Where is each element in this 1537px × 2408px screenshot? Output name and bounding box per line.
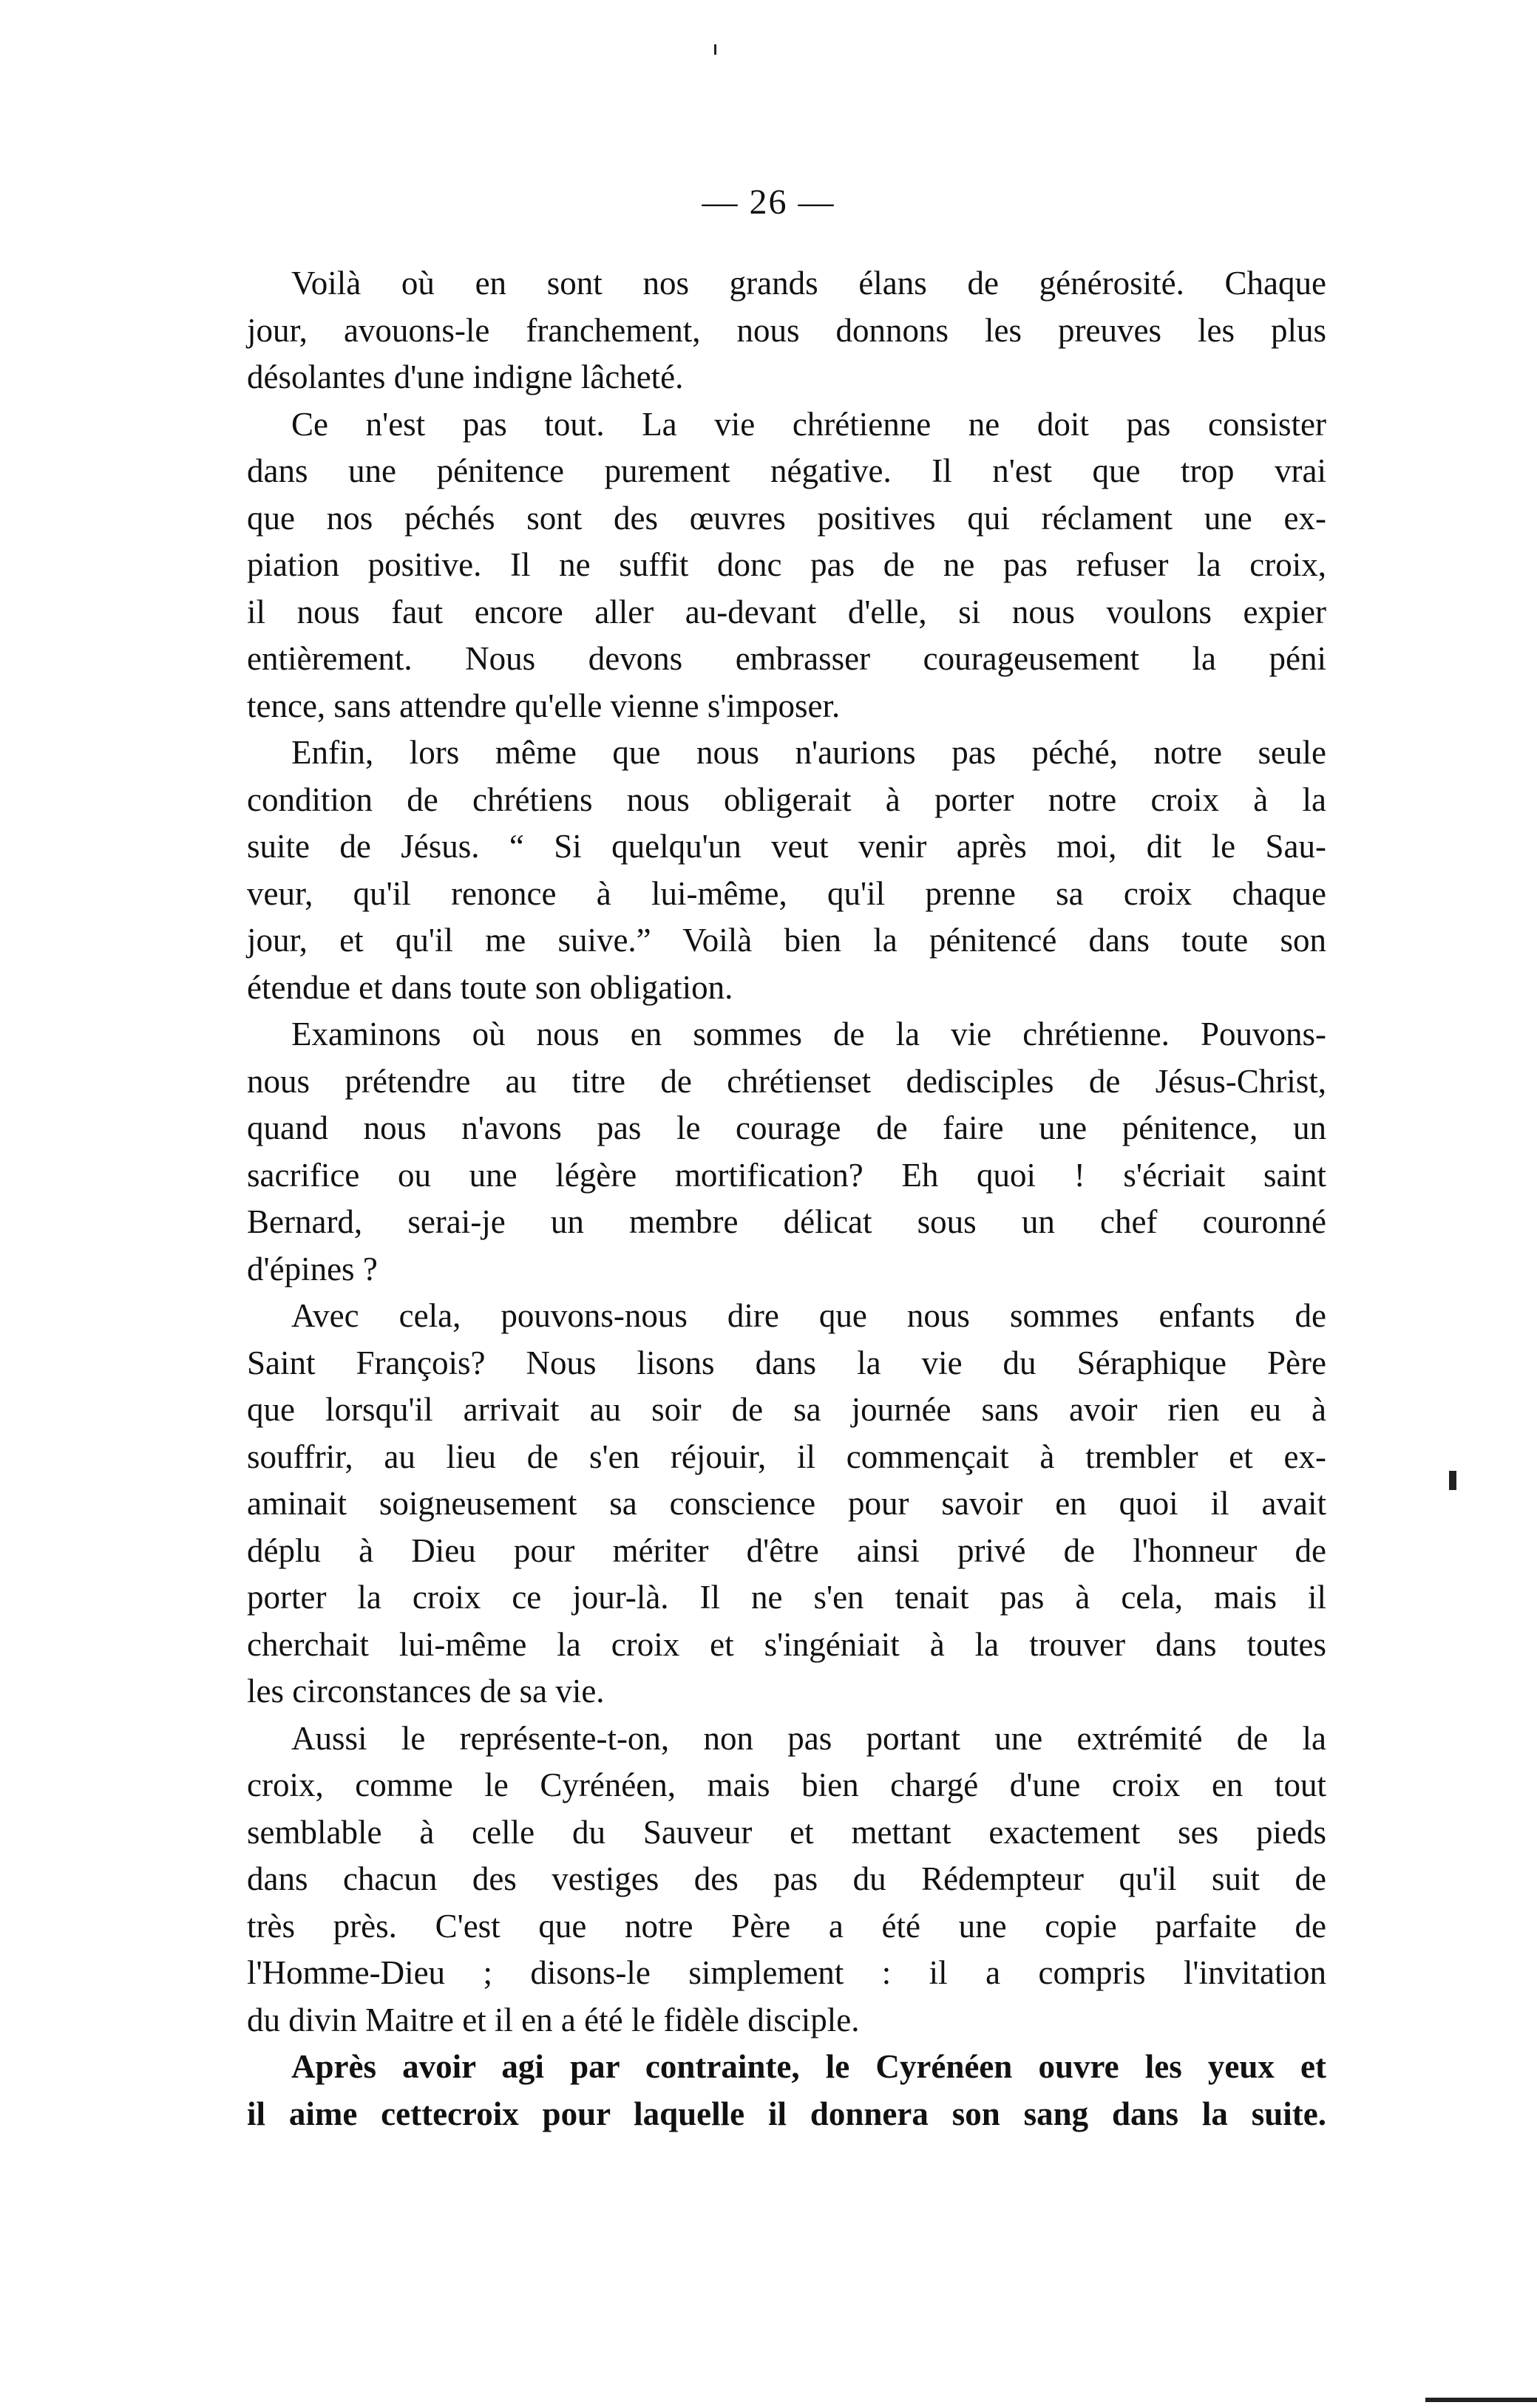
text-line: d'épines ? — [247, 1250, 378, 1288]
text-line: Saint François? Nous lisons dans la vie du Séraphique Père — [247, 1344, 1326, 1381]
text-line: que nos péchés sont des œuvres positives qui réclament une ex- — [247, 499, 1326, 537]
text-line: déplu à Dieu pour mériter d'être ainsi privé de l'honneur de — [247, 1531, 1326, 1569]
text-line: Aussi le représente-t-on, non pas portant une extrémité de la — [291, 1719, 1326, 1757]
text-line: il nous faut encore aller au-devant d'elle, si nous voulons expier — [247, 593, 1326, 630]
margin-mark — [1449, 1471, 1456, 1490]
scan-speck — [714, 44, 716, 55]
text-line: condition de chrétiens nous obligerait à porter notre croix à la — [247, 780, 1326, 818]
text-line: aminait soigneusement sa conscience pour savoir en quoi il avait — [247, 1485, 1326, 1522]
text-line: porter la croix ce jour-là. Il ne s'en tenait pas à cela, mais il — [247, 1579, 1326, 1616]
text-line: tence, sans attendre qu'elle vienne s'imposer. — [247, 687, 841, 724]
text-line: jour, et qu'il me suive.” Voilà bien la pénitencé dans toute son — [247, 922, 1326, 959]
text-line: il aime cettecroix pour laquelle il donnera son sang dans la suite. — [247, 2095, 1326, 2132]
text-line: les circonstances de sa vie. — [247, 1673, 605, 1710]
text-line: désolantes d'une indigne lâcheté. — [247, 358, 684, 395]
text-line: sacrifice ou une légère mortification? Eh quoi ! s'écriait saint — [247, 1156, 1326, 1194]
text-line: piation positive. Il ne suffit donc pas de ne pas refuser la croix, — [247, 546, 1326, 583]
text-line: suite de Jésus. “ Si quelqu'un veut venir après moi, dit le Sau- — [247, 828, 1326, 865]
text-line: Ce n'est pas tout. La vie chrétienne ne doit pas consister — [291, 405, 1326, 443]
text-line: Examinons où nous en sommes de la vie chrétienne. Pouvons- — [291, 1016, 1326, 1052]
text-line: Avec cela, pouvons-nous dire que nous sommes enfants de — [291, 1297, 1326, 1334]
text-line: jour, avouons-le franchement, nous donnons les preuves les plus — [247, 311, 1326, 349]
text-line: Voilà où en sont nos grands élans de générosité. Chaque — [291, 265, 1326, 302]
text-line: quand nous n'avons pas le courage de faire une pénitence, un — [247, 1109, 1326, 1146]
text-line: souffrir, au lieu de s'en réjouir, il commençait à trembler et ex- — [247, 1438, 1326, 1475]
text-line: semblable à celle du Sauveur et mettant exactement ses pieds — [247, 1813, 1326, 1851]
text-line: croix, comme le Cyrénéen, mais bien chargé d'une croix en tout — [247, 1766, 1326, 1803]
paragraph-1 — [247, 260, 1326, 401]
text-line: Après avoir agi par contrainte, le Cyrénéen ouvre les yeux et — [291, 2048, 1326, 2085]
paragraph-3 — [247, 729, 1326, 1011]
paragraph-4 — [247, 1011, 1326, 1293]
text-line: l'Homme-Dieu ; disons-le simplement : il a compris l'invitation — [247, 1954, 1326, 1991]
text-line: dans chacun des vestiges des pas du Rédempteur qu'il suit de — [247, 1860, 1326, 1897]
text-line: Bernard, serai-je un membre délicat sous un chef couronné — [247, 1203, 1326, 1240]
scan-edge-line — [1425, 2398, 1537, 2402]
text-line: entièrement. Nous devons embrasser courageusement la péni — [247, 640, 1326, 677]
text-line: Enfin, lors même que nous n'aurions pas péché, notre seule — [291, 734, 1326, 771]
paragraph-2 — [247, 401, 1326, 730]
text-line: très près. C'est que notre Père a été une copie parfaite de — [247, 1907, 1326, 1945]
text-line: nous prétendre au titre de chrétienset dedisciples de Jésus-Christ, — [247, 1062, 1326, 1100]
text-line: dans une pénitence purement négative. Il n'est que trop vrai — [247, 452, 1326, 489]
text-line: étendue et dans toute son obligation. — [247, 968, 733, 1006]
paragraph-6 — [247, 1715, 1326, 2044]
text-line: que lorsqu'il arrivait au soir de sa journée sans avoir rien eu à — [247, 1391, 1326, 1428]
paragraph-5 — [247, 1293, 1326, 1715]
text-line: veur, qu'il renonce à lui-même, qu'il prenne sa croix chaque — [247, 874, 1326, 912]
body-text — [247, 260, 1326, 2137]
text-line: du divin Maitre et il en a été le fidèle disciple. — [247, 2001, 860, 2038]
text-line: cherchait lui-même la croix et s'ingéniait à la trouver dans toutes — [247, 1625, 1326, 1663]
page-number: — 26 — — [702, 183, 835, 222]
paragraph-7 — [247, 2044, 1326, 2137]
